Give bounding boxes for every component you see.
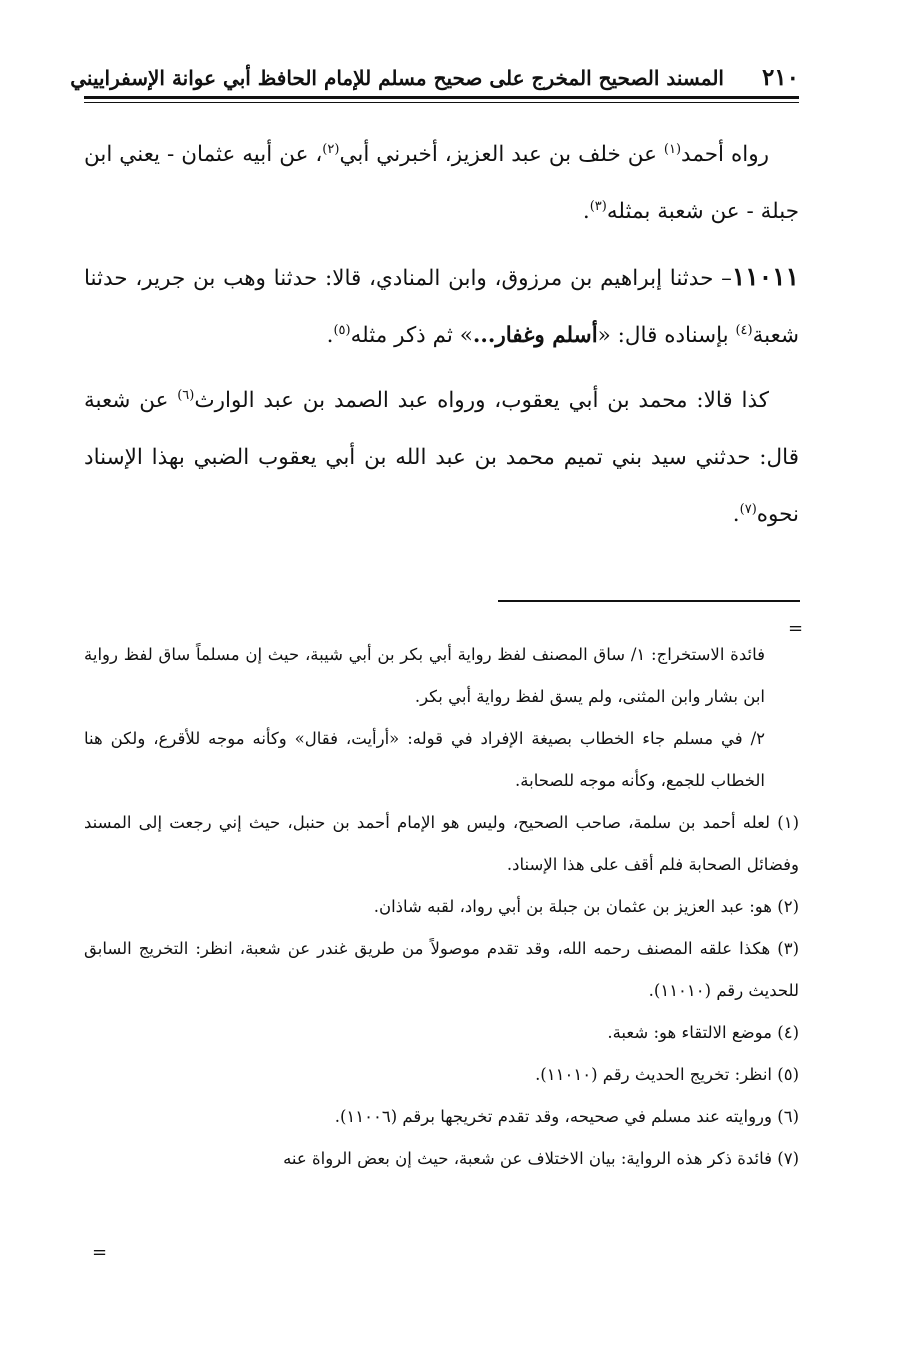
continuation-mark-bottom: = xyxy=(92,1242,108,1263)
text-segment: ، عن أبيه عثمان - يعني ابن جبلة - عن شعبة بمثله xyxy=(84,142,799,224)
text-segment: . xyxy=(326,323,334,348)
text-segment: رواه أحمد xyxy=(681,142,769,167)
page-number: ٢١٠ xyxy=(761,64,799,91)
footnotes xyxy=(84,634,799,1180)
text-segment: كذا قالا: محمد بن أبي يعقوب، ورواه عبد الصمد بن عبد الوارث xyxy=(194,388,769,413)
text-segment: » ثم ذكر مثله xyxy=(350,323,473,348)
text-segment: عن خلف بن عبد العزيز، أخبرني أبي xyxy=(339,142,664,167)
header-rule-thick xyxy=(84,96,799,99)
text-segment: – حدثنا إبراهيم بن مرزوق، وابن المنادي، قالا: حدثنا وهب بن جرير، حدثنا شعبة xyxy=(84,266,799,348)
footnote-ref-4[interactable]: (٤) xyxy=(735,322,753,338)
hadith-number: ١١٠١١ xyxy=(731,262,799,291)
footnote-3: (٣) هكذا علقه المصنف رحمه الله، وقد تقدم موصولاً من طريق غندر عن شعبة، انظر: التخريج السابق للحديث رقم (١١٠١٠). xyxy=(84,939,799,1000)
text-segment: . xyxy=(732,502,740,527)
footnote-ref-6[interactable]: (٦) xyxy=(177,387,195,403)
footnote-1: (١) لعله أحمد بن سلمة، صاحب الصحيح، وليس هو الإمام أحمد بن حنبل، حيث إني رجعت إلى المسند وفضائل الصحابة فلم أقف على هذا الإسناد. xyxy=(84,813,799,874)
paragraph-riwayat-ahmad xyxy=(84,126,799,240)
footnote-separator xyxy=(498,600,800,602)
footnote-5: (٥) انظر: تخريج الحديث رقم (١١٠١٠). xyxy=(535,1065,799,1084)
running-title: المسند الصحيح المخرج على صحيح مسلم للإمام الحافظ أبي عوانة الإسفراييني xyxy=(70,66,724,90)
note-faida-1: فائدة الاستخراج: ١/ ساق المصنف لفظ رواية أبي بكر بن أبي شيبة، حيث إن مسلماً ساق لفظ رواية ابن بشار وابن المثنى، ولم يسق لفظ رواية أبي بكر. xyxy=(84,645,765,706)
main-text xyxy=(84,126,799,543)
header-rule-thin xyxy=(84,102,799,103)
footnote-7: (٧) فائدة ذكر هذه الرواية: بيان الاختلاف عن شعبة، حيث إن بعض الرواة عنه xyxy=(283,1149,799,1168)
footnote-2: (٢) هو: عبد العزيز بن عثمان بن جبلة بن أبي رواد، لقبه شاذان. xyxy=(373,897,799,916)
footnote-4: (٤) موضع الالتقاء هو: شعبة. xyxy=(607,1023,799,1042)
text-segment: عن شعبة قال: حدثني سيد بني تميم محمد بن عبد الله بن أبي يعقوب الضبي بهذا الإسناد نحوه xyxy=(84,388,799,527)
text-segment: . xyxy=(582,199,590,224)
note-faida-2: ٢/ في مسلم جاء الخطاب بصيغة الإفراد في قوله: «أرأيت، فقال» وكأنه موجه للأقرع، ولكن هنا الخطاب للجمع، وكأنه موجه للصحابة. xyxy=(84,729,765,790)
footnote-ref-1[interactable]: (١) xyxy=(663,141,682,157)
page-header xyxy=(70,58,799,98)
paragraph-kadha-qala xyxy=(84,372,799,543)
hadith-matn: أسلم وغفار... xyxy=(472,323,598,348)
footnote-ref-5[interactable]: (٥) xyxy=(333,322,351,338)
continuation-mark-top: = xyxy=(788,618,804,639)
footnote-ref-7[interactable]: (٧) xyxy=(739,501,757,517)
footnote-ref-2[interactable]: (٢) xyxy=(322,141,340,157)
footnote-ref-3[interactable]: (٣) xyxy=(589,198,607,214)
paragraph-hadith-11011 xyxy=(84,248,799,364)
text-segment: بإسناده قال: « xyxy=(597,323,736,348)
footnote-6: (٦) وروايته عند مسلم في صحيحه، وقد تقدم تخريجها برقم (١١٠٠٦). xyxy=(334,1107,799,1126)
